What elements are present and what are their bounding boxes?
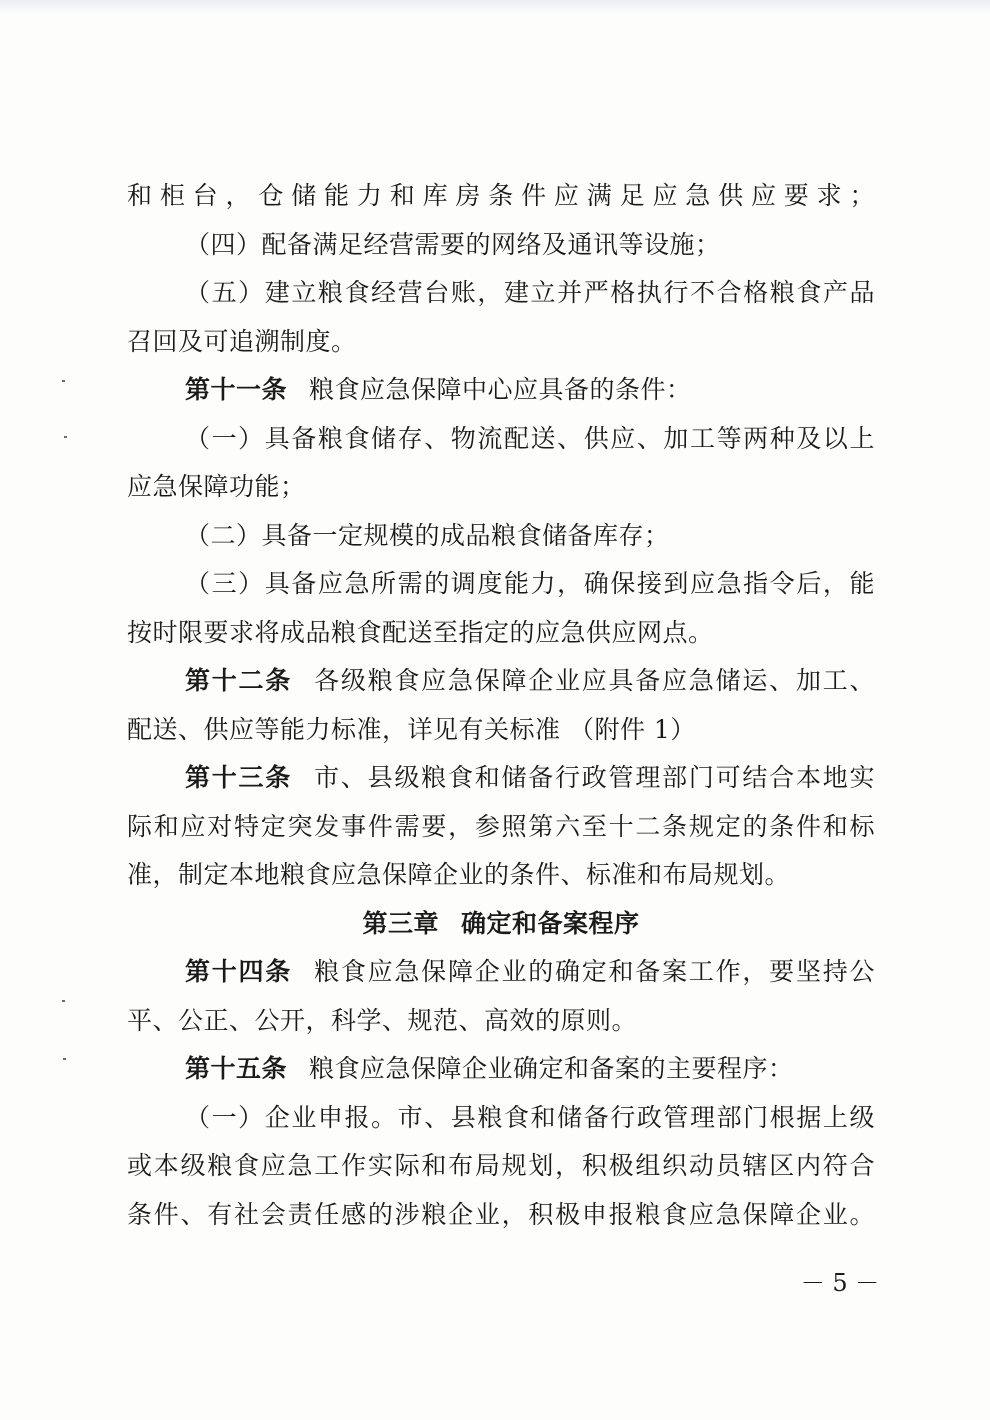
article-text: 粮食应急保障企业确定和备案的主要程序： <box>309 1054 794 1083</box>
body-line: 际和应对特定突发事件需要，参照第六至十二条规定的条件和标 <box>127 811 875 841</box>
chapter-number: 第三章 <box>362 908 439 938</box>
article-paragraph <box>127 657 875 706</box>
body-line: 准，制定本地粮食应急保障企业的条件、标准和布局规划。 <box>127 860 791 889</box>
scan-speck <box>62 380 65 382</box>
article-text: 各级粮食应急保障企业应具备应急储运、加工、 <box>314 666 875 695</box>
article-number: 第十二条 <box>185 666 293 695</box>
body-line: （一）企业申报。市、县粮食和储备行政管理部门根据上级 <box>185 1102 875 1132</box>
body-line: （一）具备粮食储存、物流配送、供应、加工等两种及以上 <box>185 423 875 453</box>
body-line: 应急保障功能； <box>127 472 306 501</box>
article-text: 市、县级粮食和储备行政管理部门可结合本地实 <box>314 763 875 792</box>
body-line: 平、公正、公开，科学、规范、高效的原则。 <box>127 1005 638 1035</box>
article-text: 粮食应急保障中心应具备的条件： <box>309 375 692 404</box>
article-text: 粮食应急保障企业的确定和备案工作，要坚持公 <box>314 957 875 986</box>
body-line: （三）具备应急所需的调度能力，确保接到应急指令后，能 <box>185 569 875 598</box>
scan-top-edge <box>0 0 990 14</box>
body-line: 配送、供应等能力标准，详见有关标准 （附件 1） <box>127 714 696 744</box>
document-body <box>127 172 875 1239</box>
body-line: （五）建立粮食经营台账，建立并严格执行不合格粮食产品 <box>185 278 875 307</box>
article-number: 第十三条 <box>185 763 293 792</box>
article-paragraph <box>127 948 875 997</box>
article-paragraph <box>127 1045 875 1094</box>
article-paragraph <box>127 754 875 803</box>
article-number: 第十一条 <box>185 375 288 404</box>
body-line: 和柜台，仓储能力和库房条件应满足应急供应要求； <box>127 181 875 210</box>
article-number: 第十四条 <box>185 957 293 986</box>
scan-speck <box>62 1000 65 1002</box>
scan-speck <box>63 1058 66 1060</box>
body-line: （二）具备一定规模的成品粮食储备库存； <box>185 520 670 550</box>
body-line: 按时限要求将成品粮食配送至指定的应急供应网点。 <box>127 617 714 647</box>
chapter-heading <box>127 900 875 949</box>
chapter-title: 确定和备案程序 <box>461 908 640 938</box>
article-number: 第十五条 <box>185 1054 288 1083</box>
page-number: － 5 － <box>800 1269 880 1297</box>
body-line: 条件、有社会责任感的涉粮企业，积极申报粮食应急保障企业。 <box>127 1199 875 1229</box>
scan-speck <box>64 436 67 438</box>
body-line: 或本级粮食应急工作实际和布局规划，积极组织动员辖区内符合 <box>127 1151 875 1180</box>
article-paragraph <box>127 366 875 415</box>
body-line: （四）配备满足经营需要的网络及通讯等设施； <box>185 229 721 259</box>
body-line: 召回及可追溯制度。 <box>127 326 357 356</box>
